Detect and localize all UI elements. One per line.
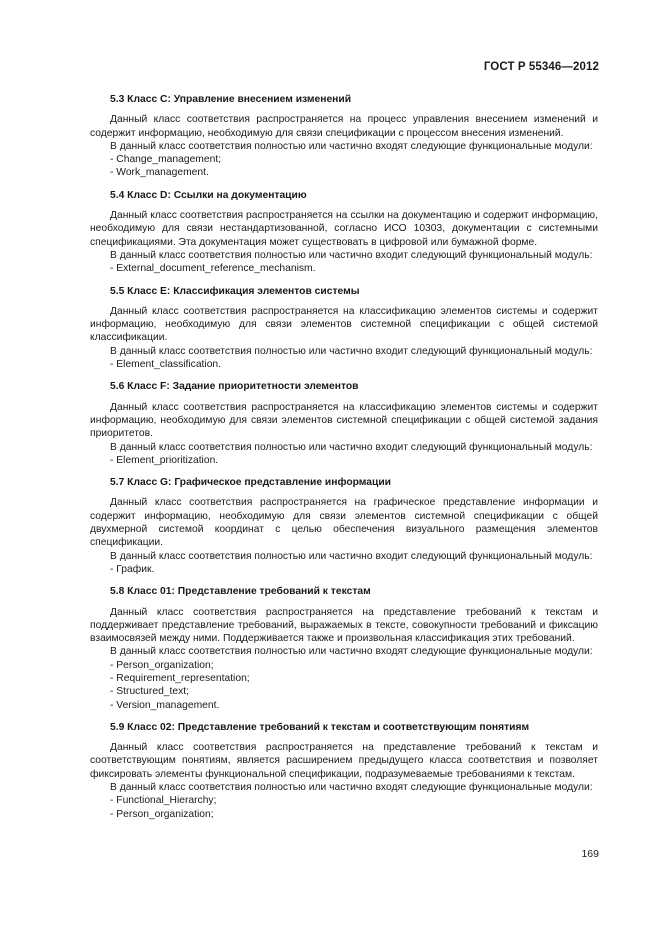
- list-item: - Person_organization;: [110, 659, 214, 671]
- list-item: - Version_management.: [110, 699, 220, 711]
- list-item: - График.: [110, 563, 155, 575]
- paragraph: Данный класс соответствия распространяется на ссылки на документацию и содержит информацию, необходимую для связи нестандартизованной, согласно ИСО 10303, документации с системными спецификациями. Эта документация может существовать в цифровой или бумажной форме.: [90, 210, 598, 248]
- list-item: - Functional_Hierarchy;: [110, 795, 217, 807]
- section-5-6: [90, 380, 598, 467]
- paragraph: В данный класс соответствия полностью или частично входят следующие функциональные модули:: [110, 646, 593, 658]
- section-5-8: [90, 585, 598, 712]
- paragraph: Данный класс соответствия распространяется на графическое представление информации и содержит информацию, необходимую для связи элементов системной спецификации с общей двухмерной системой координат с целью обеспечения визуального размещения элементов спецификации.: [90, 497, 598, 549]
- document-body: [90, 93, 598, 821]
- list-item: - Element_prioritization.: [110, 454, 219, 466]
- paragraph: В данный класс соответствия полностью или частично входит следующий функциональный модуль:: [110, 441, 593, 453]
- list-item: - Change_management;: [110, 154, 222, 166]
- section-title: 5.5 Класс E: Классификация элементов системы: [110, 285, 360, 297]
- list-item: - Work_management.: [110, 167, 209, 179]
- section-title: 5.8 Класс 01: Представление требований к текстам: [110, 586, 371, 598]
- section-5-7: [90, 476, 598, 576]
- section-title: 5.9 Класс 02: Представление требований к текстам и соответствующим понятиям: [110, 721, 530, 733]
- paragraph: Данный класс соответствия распространяется на представление требований к текстам и соответствующим понятиям, является расширением предыдущего класса соответствия и позволяет фиксировать элементы функциональной спецификации, подразумеваемые требованиями к текстам.: [90, 742, 598, 780]
- paragraph: В данный класс соответствия полностью или частично входят следующие функциональные модули:: [110, 140, 593, 152]
- paragraph: В данный класс соответствия полностью или частично входят следующие функциональные модули:: [110, 782, 593, 794]
- section-title: 5.6 Класс F: Задание приоритетности элементов: [110, 381, 359, 393]
- list-item: - Requirement_representation;: [110, 672, 250, 684]
- section-5-9: [90, 721, 598, 821]
- list-item: - Person_organization;: [110, 808, 214, 820]
- paragraph: Данный класс соответствия распространяется на процесс управления внесением изменений и содержит информацию, необходимую для связи спецификации с процессом внесения изменений.: [90, 114, 598, 139]
- paragraph: Данный класс соответствия распространяется на представление требований к текстам и поддерживает представление требований, выражаемых в тексте, совокупности требований и фиксацию взаимосвязей между ними. Поддерживается также и произвольная классификация этих требований.: [90, 606, 598, 645]
- document-header: ГОСТ Р 55346—2012: [483, 61, 599, 73]
- paragraph: Данный класс соответствия распространяется на классификацию элементов системы и содержит информацию, необходимую для связи элементов системной спецификации с общей системой задания приоритетов.: [90, 401, 598, 440]
- paragraph: В данный класс соответствия полностью или частично входит следующий функциональный модуль:: [110, 249, 593, 261]
- paragraph: В данный класс соответствия полностью или частично входит следующий функциональный модуль:: [110, 345, 593, 357]
- paragraph: Данный класс соответствия распространяется на классификацию элементов системы и содержит информацию, необходимую для связи элементов системной спецификации с общей системой классификации.: [90, 305, 598, 344]
- section-title: 5.3 Класс C: Управление внесением изменений: [110, 94, 352, 105]
- section-title: 5.4 Класс D: Ссылки на документацию: [110, 189, 307, 201]
- page-number: 169: [581, 848, 599, 860]
- section-title: 5.7 Класс G: Графическое представление информации: [110, 477, 391, 489]
- list-item: - Structured_text;: [110, 686, 189, 698]
- section-5-5: [90, 285, 598, 372]
- section-5-3: [90, 93, 598, 180]
- section-5-4: [90, 189, 598, 276]
- list-item: - External_document_reference_mechanism.: [110, 263, 316, 275]
- list-item: - Element_classification.: [110, 359, 222, 371]
- paragraph: В данный класс соответствия полностью или частично входит следующий функциональный модуль:: [110, 550, 593, 562]
